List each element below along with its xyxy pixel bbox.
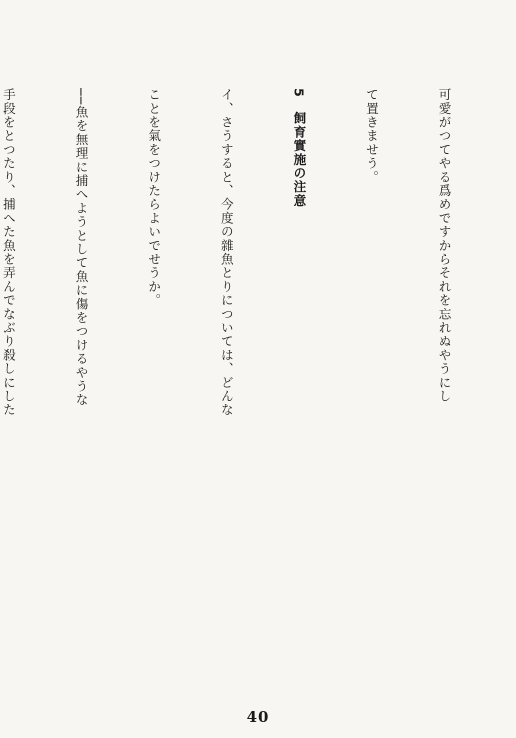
vertical-text-body <box>0 88 504 700</box>
text-line: ことを氣をつけたらよいでせうか。 <box>146 88 162 308</box>
page-number: 40 <box>246 708 270 726</box>
text-line: ──魚を無理に捕へようとして魚に傷をつけるやうな <box>73 88 89 407</box>
text-line: て置きませう。 <box>363 88 379 184</box>
text-line: イ、さうすると、今度の雜魚とりについては、どんな <box>218 88 234 417</box>
text-line: 可愛がつてやる爲めですからそれを忘れぬやうにし <box>436 88 452 404</box>
section-heading: 5 飼育實施の注意 <box>291 88 307 208</box>
text-line: 手段をとつたり、捕へた魚を弄んでなぶり殺しにした <box>0 88 16 417</box>
